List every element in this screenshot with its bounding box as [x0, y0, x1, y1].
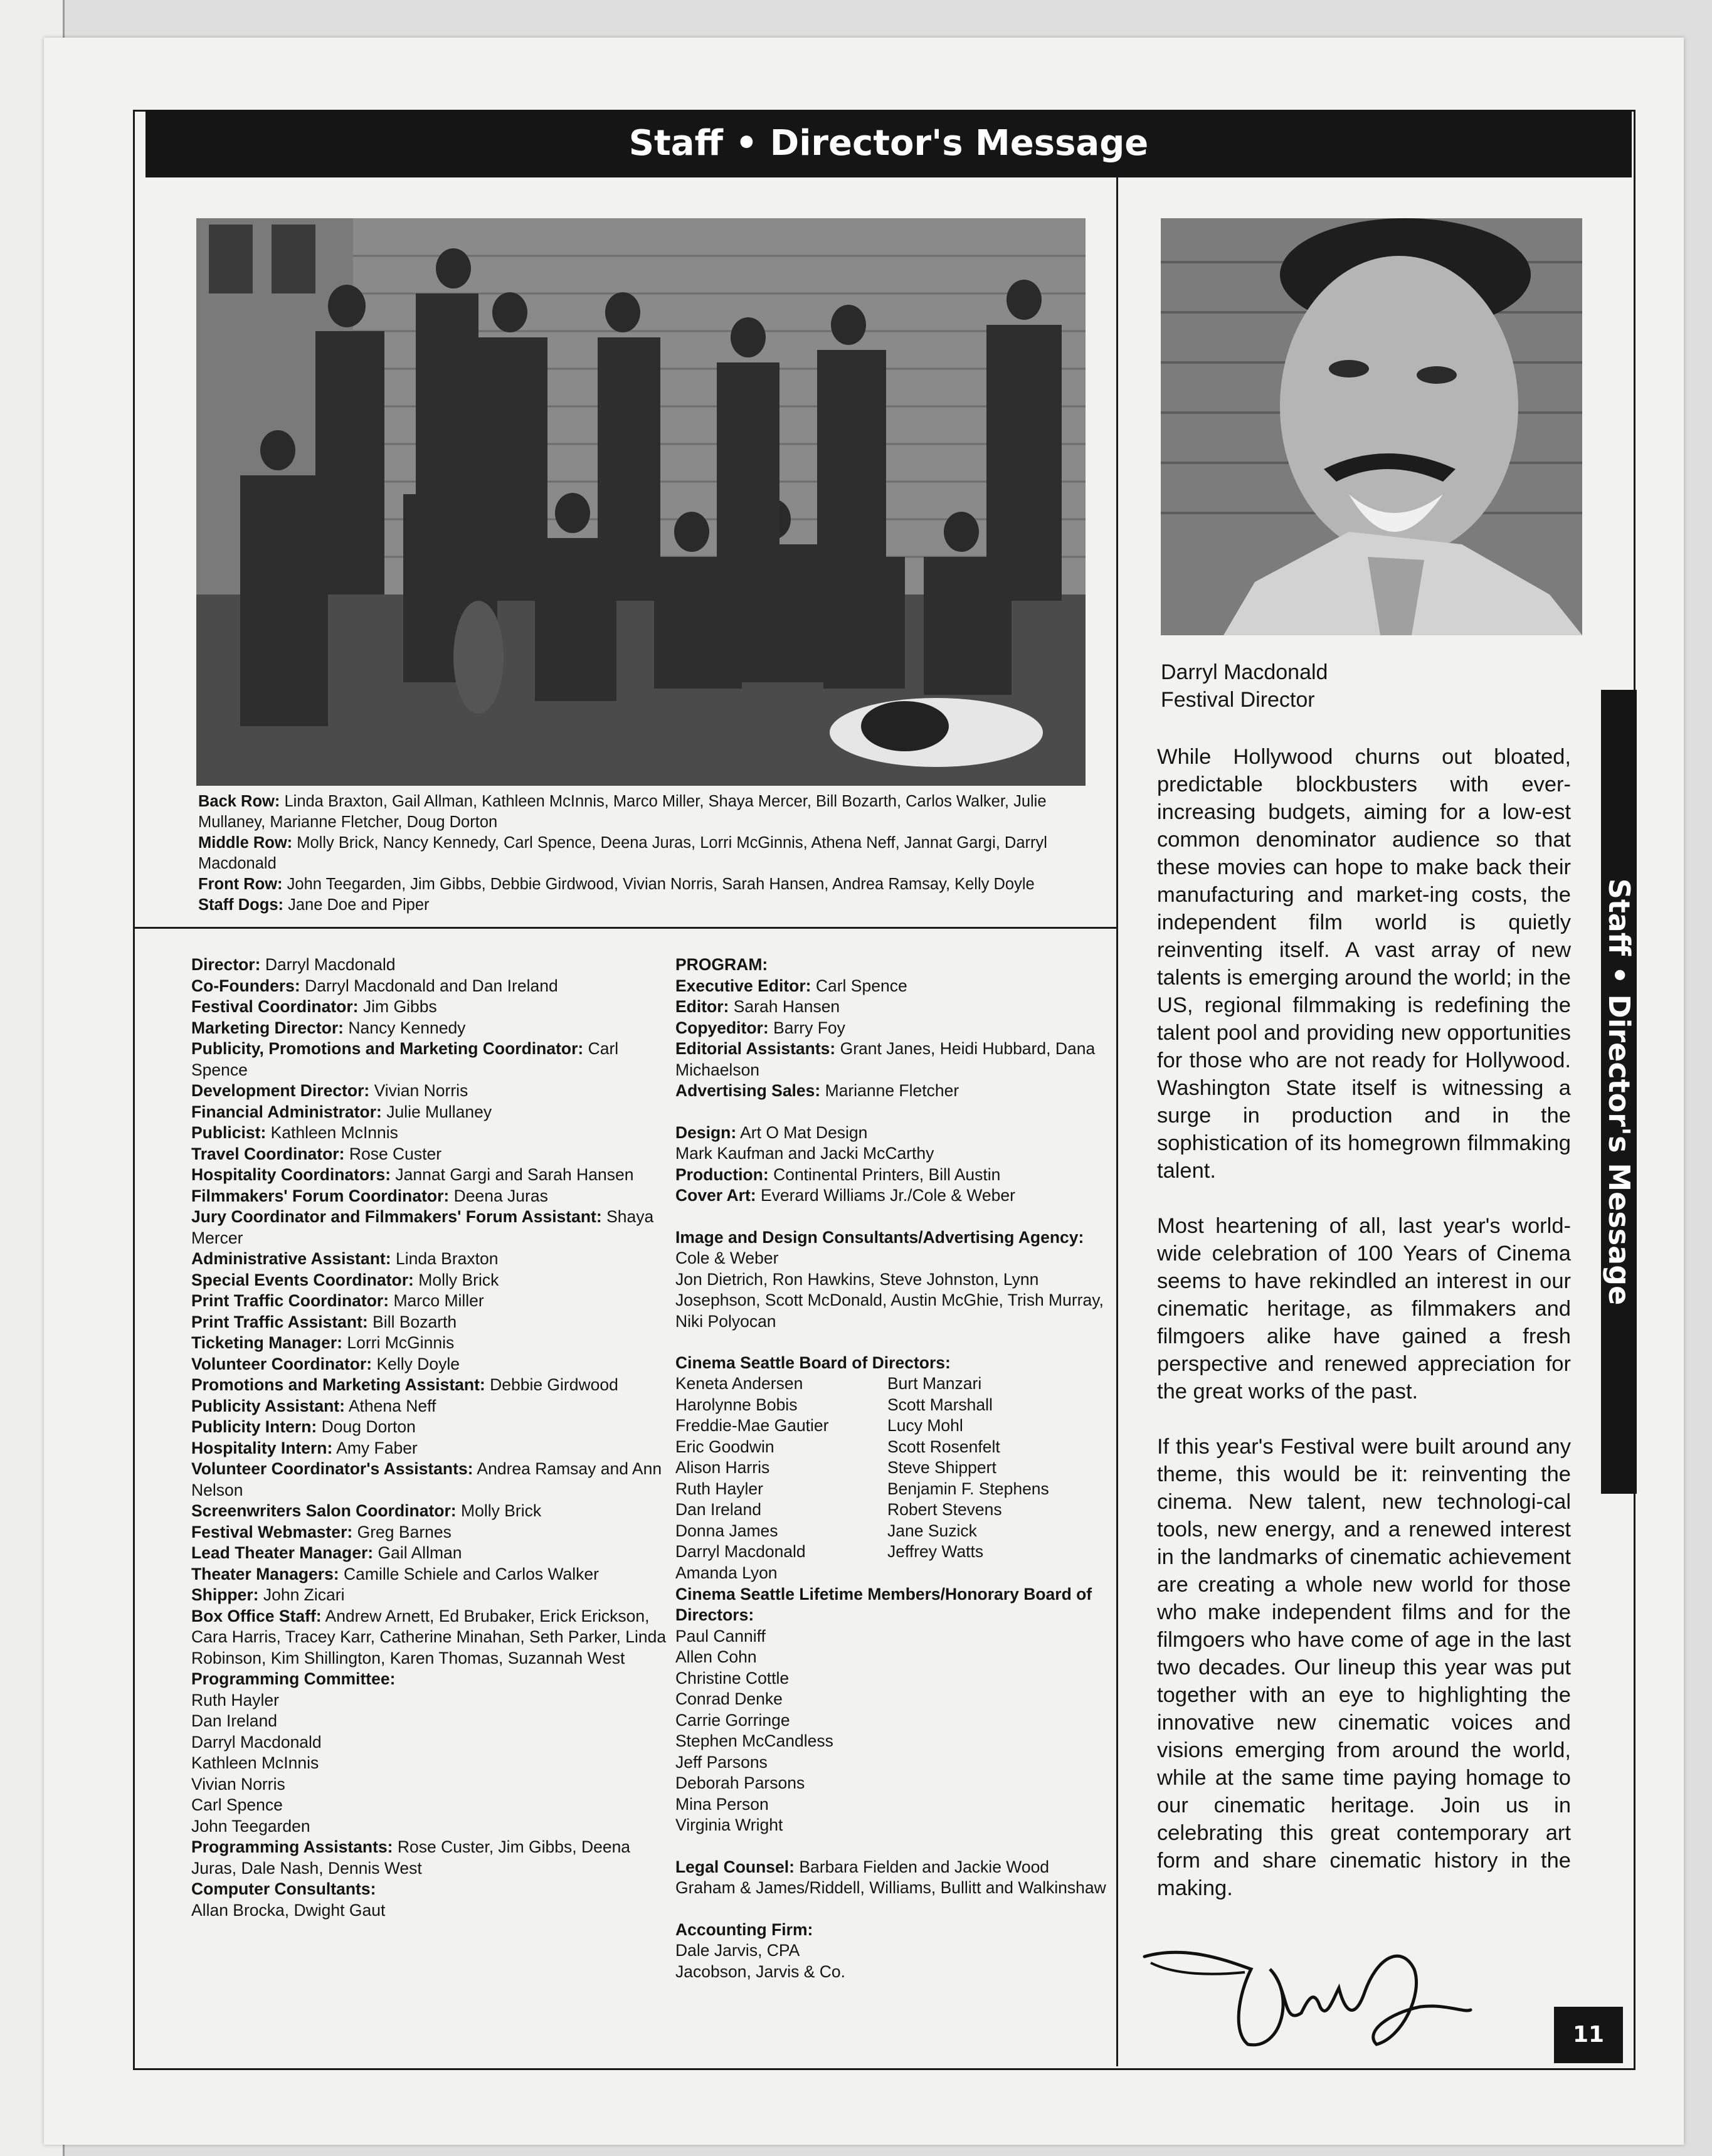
credit-role: Print Traffic Assistant:: [191, 1312, 368, 1331]
board-member: Jane Suzick: [887, 1521, 977, 1540]
message-paragraph: While Hollywood churns out bloated, predictable blockbusters with ever-increasing budgets, aiming for a low-est common denominator audience so that these movies can hope to make back their manufacturing and market-ing costs, the independent film world is quietly reinventing itself. A vast array of new talents is emerging around the world; in the US, regional filmmaking is redefining the talent pool and providing new opportunities for those who are not ready for Hollywood. Washington State itself is witnessing a surge in production and in the sophistication of its homegrown filmmaking talent.: [1157, 745, 1571, 1183]
credit-line: [191, 1711, 668, 1732]
credit-names: Barbara Fielden and Jackie Wood: [799, 1857, 1050, 1876]
board-member: Steve Shippert: [887, 1458, 996, 1477]
credit-names: Art O Mat Design: [740, 1123, 868, 1142]
board-member: Burt Manzari: [887, 1374, 982, 1393]
credit-names: Carl Spence: [815, 976, 907, 995]
credit-names: Ruth Hayler: [191, 1690, 279, 1709]
board-member: Dan Ireland: [675, 1500, 762, 1519]
caption-names: Molly Brick, Nancy Kennedy, Carl Spence, Deena Juras, Lorri McGinnis, Athena Neff, Jannat Gargi, Darryl Macdonald: [198, 834, 1047, 872]
credit-names: Deena Juras: [453, 1186, 548, 1205]
credit-role: Design:: [675, 1123, 737, 1142]
credit-role: Publicity Assistant:: [191, 1396, 345, 1415]
staff-credits-left: [191, 954, 668, 1921]
credit-role: Cinema Seattle Lifetime Members/Honorary Board of Directors:: [675, 1584, 1092, 1624]
credit-line: [675, 1332, 1114, 1353]
credit-names: Molly Brick: [461, 1501, 542, 1520]
credit-role: Ticketing Manager:: [191, 1333, 343, 1352]
credit-role: Special Events Coordinator:: [191, 1270, 414, 1289]
credit-line: [675, 1920, 1114, 1941]
credit-names: Greg Barnes: [357, 1522, 452, 1541]
credit-names: Kelly Doyle: [376, 1354, 460, 1373]
credit-line: [675, 954, 1114, 976]
credit-names: Amy Faber: [336, 1438, 418, 1457]
credit-names: Jim Gibbs: [362, 997, 437, 1016]
credit-line: [191, 1417, 668, 1438]
credit-names: Kathleen McInnis: [191, 1753, 319, 1772]
message-paragraph: If this year's Festival were built around any theme, this would be it: reinventing the cinema. New talent, new technologi-cal tools, new energy, and a renewed interest in the landmarks of cinematic achievement are creating a whole new world for those who make independent films and for the filmgoers who have come of age in the last two decades. Our lineup this year was put together with an eye to highlighting the innovative new cinematic voices and visions emerging from around the world, while at the same time paying homage to our cinematic heritage. Join us in celebrating this great contemporary art form and share cinematic history in the making.: [1157, 1435, 1571, 1900]
board-member: Harolynne Bobis: [675, 1395, 798, 1414]
board-member: Eric Goodwin: [675, 1437, 774, 1456]
message-paragraph: Most heartening of all, last year's world-wide celebration of 100 Years of Cinema seems to have rekindled an interest in our cinematic heritage, as filmmakers and filmgoers alike have gained a fresh perspective and renewed appreciation for the great works of the past.: [1157, 1214, 1571, 1403]
credit-names: Molly Brick: [418, 1270, 499, 1289]
credit-line: [675, 1857, 1114, 1878]
credit-names: Carl Spence: [191, 1039, 619, 1079]
credit-line: [191, 1081, 668, 1102]
credit-role: Festival Coordinator:: [191, 997, 359, 1016]
director-title: Festival Director: [1161, 688, 1315, 712]
credit-line: [675, 1185, 1114, 1207]
credit-role: Hospitality Coordinators:: [191, 1165, 391, 1184]
caption-label: Back Row:: [198, 793, 280, 810]
credit-line: [191, 1291, 668, 1312]
credit-names: Allen Cohn: [675, 1647, 757, 1666]
board-member: Jeffrey Watts: [887, 1542, 984, 1561]
board-member: Scott Marshall: [887, 1395, 993, 1414]
credit-names: Athena Neff: [348, 1396, 436, 1415]
credit-names: Mina Person: [675, 1794, 769, 1814]
credit-role: Editorial Assistants:: [675, 1039, 836, 1058]
credit-line: [675, 1227, 1114, 1269]
credit-names: Shaya Mercer: [191, 1207, 654, 1247]
credit-line: [675, 1038, 1114, 1081]
credit-line: [675, 976, 1114, 997]
credit-line: [675, 996, 1114, 1018]
credit-line: [191, 1837, 668, 1879]
caption-staff-dogs: [198, 895, 1089, 916]
caption-back-row: [198, 791, 1089, 833]
director-name: Darryl Macdonald: [1161, 660, 1328, 684]
credit-role: Computer Consultants:: [191, 1879, 376, 1898]
credit-names: Allan Brocka, Dwight Gaut: [191, 1900, 386, 1920]
caption-names: Jane Doe and Piper: [288, 896, 430, 914]
credit-names: Jon Dietrich, Ron Hawkins, Steve Johnston, Lynn Josephson, Scott McDonald, Austin McGhie, Trish Murray, Niki Polyocan: [675, 1269, 1104, 1331]
credit-line: [675, 1773, 1114, 1794]
director-portrait-photo: [1161, 218, 1582, 635]
credit-names: Stephen McCandless: [675, 1731, 833, 1750]
board-member: Scott Rosenfelt: [887, 1437, 1000, 1456]
credit-line: [191, 1018, 668, 1039]
credit-line: [675, 1102, 1114, 1123]
credit-line: [191, 1501, 668, 1522]
credit-names: Andrea Ramsay and Ann Nelson: [191, 1459, 662, 1499]
credit-line: [191, 1459, 668, 1501]
credit-line: [675, 1584, 1114, 1626]
board-member: Darryl Macdonald: [675, 1542, 806, 1561]
credit-names: Grant Janes, Heidi Hubbard, Dana Michaelson: [675, 1039, 1096, 1079]
credit-line: [191, 1270, 668, 1291]
credit-names: Camille Schiele and Carlos Walker: [344, 1564, 599, 1583]
credit-line: [191, 1774, 668, 1795]
credit-role: Festival Webmaster:: [191, 1522, 353, 1541]
credit-role: Theater Managers:: [191, 1564, 339, 1583]
credit-role: Copyeditor:: [675, 1018, 769, 1037]
lifetime-members-credits: [675, 1584, 1114, 1983]
credit-line: [191, 1333, 668, 1354]
credit-line: [191, 1816, 668, 1837]
staff-group-photo-art: [196, 218, 1086, 786]
credit-line: [191, 1606, 668, 1669]
credit-names: Everard Williams Jr./Cole & Weber: [760, 1186, 1015, 1205]
credit-names: Graham & James/Riddell, Williams, Bullitt and Walkinshaw: [675, 1878, 1106, 1897]
credit-line: [191, 1690, 668, 1711]
credit-line: [675, 1940, 1114, 1962]
credit-names: Deborah Parsons: [675, 1773, 805, 1792]
credit-role: Financial Administrator:: [191, 1102, 382, 1121]
credit-names: Virginia Wright: [675, 1815, 783, 1834]
board-member: Amanda Lyon: [675, 1563, 778, 1582]
credit-names: Dale Jarvis, CPA: [675, 1941, 800, 1960]
side-tab-label: Staff • Director's Message: [1602, 878, 1636, 1306]
caption-front-row: [198, 874, 1089, 895]
credit-role: Editor:: [675, 997, 729, 1016]
board-member: Donna James: [675, 1521, 778, 1540]
credit-line: [191, 1249, 668, 1270]
credit-names: Vivian Norris: [374, 1081, 468, 1100]
credit-role: Volunteer Coordinator's Assistants:: [191, 1459, 473, 1478]
board-member: Keneta Andersen: [675, 1374, 803, 1393]
credit-names: Christine Cottle: [675, 1668, 790, 1688]
credit-line: [191, 996, 668, 1018]
credit-names: Darryl Macdonald: [191, 1732, 322, 1752]
director-signature: [1138, 1919, 1477, 2063]
credit-role: Executive Editor:: [675, 976, 811, 995]
credit-line: [191, 1312, 668, 1333]
caption-label: Front Row:: [198, 875, 283, 893]
credit-line: [191, 1186, 668, 1207]
credit-role: Marketing Director:: [191, 1018, 344, 1037]
credit-line: [675, 1710, 1114, 1731]
page-number: 11: [1554, 2007, 1623, 2063]
credit-line: [191, 1732, 668, 1753]
side-section-tab: [1601, 690, 1637, 1494]
credit-line: [191, 1438, 668, 1459]
caption-names: John Teegarden, Jim Gibbs, Debbie Girdwood, Vivian Norris, Sarah Hansen, Andrea Ramsay, Kelly Doyle: [287, 875, 1035, 893]
credit-names: Marianne Fletcher: [825, 1081, 959, 1100]
credit-role: Programming Assistants:: [191, 1837, 393, 1856]
credit-line: [675, 1668, 1114, 1689]
credit-names: John Teegarden: [191, 1816, 310, 1836]
credit-line: [191, 1795, 668, 1816]
credit-names: Nancy Kennedy: [348, 1018, 466, 1037]
credit-role: Production:: [675, 1165, 769, 1184]
staff-group-photo: [196, 218, 1086, 786]
board-member: Robert Stevens: [887, 1500, 1002, 1519]
credit-names: Conrad Denke: [675, 1689, 783, 1708]
credit-names: Vivian Norris: [191, 1774, 285, 1794]
credit-line: [675, 1752, 1114, 1773]
credit-names: Marco Miller: [393, 1291, 484, 1310]
credit-role: Cover Art:: [675, 1186, 756, 1205]
credit-role: Advertising Sales:: [675, 1081, 821, 1100]
credit-line: [675, 1899, 1114, 1920]
credit-names: Jeff Parsons: [675, 1752, 768, 1772]
credit-line: [191, 1123, 668, 1144]
board-member: Alison Harris: [675, 1458, 770, 1477]
credit-line: [191, 1144, 668, 1165]
credit-role: Box Office Staff:: [191, 1606, 322, 1625]
board-list-a: [675, 1373, 889, 1583]
section-divider: [133, 927, 1116, 929]
credit-line: [191, 1522, 668, 1543]
credit-line: [675, 1018, 1114, 1039]
credit-role: Director:: [191, 955, 261, 974]
credit-names: Gail Allman: [378, 1543, 462, 1562]
caption-label: Staff Dogs:: [198, 896, 283, 914]
credit-line: [675, 1836, 1114, 1857]
credit-role: Cinema Seattle Board of Directors:: [675, 1353, 951, 1372]
credit-line: [675, 1626, 1114, 1647]
board-member: Ruth Hayler: [675, 1479, 763, 1498]
credit-names: Debbie Girdwood: [490, 1375, 618, 1394]
credit-line: [191, 1102, 668, 1123]
credit-role: Programming Committee:: [191, 1669, 396, 1688]
credit-line: [191, 1165, 668, 1186]
credit-names: Lorri McGinnis: [347, 1333, 455, 1352]
credit-names: Sarah Hansen: [733, 997, 840, 1016]
credit-line: [675, 1123, 1114, 1144]
credit-role: Administrative Assistant:: [191, 1249, 391, 1268]
credit-names: Linda Braxton: [395, 1249, 499, 1268]
director-portrait-art: [1161, 218, 1582, 635]
caption-middle-row: [198, 833, 1089, 874]
credit-role: Publicist:: [191, 1123, 267, 1142]
program-credits: [675, 954, 1114, 1374]
credit-role: Hospitality Intern:: [191, 1438, 333, 1457]
credit-role: Jury Coordinator and Filmmakers' Forum Assistant:: [191, 1207, 602, 1226]
credit-line: [191, 976, 668, 997]
credit-names: Darryl Macdonald: [265, 955, 396, 974]
credit-names: Paul Canniff: [675, 1626, 766, 1646]
credit-line: [191, 1879, 668, 1900]
credit-line: [191, 954, 668, 976]
credit-role: Screenwriters Salon Coordinator:: [191, 1501, 457, 1520]
caption-names: Linda Braxton, Gail Allman, Kathleen McInnis, Marco Miller, Shaya Mercer, Bill Bozarth, Carlos Walker, Julie Mullaney, Marianne Fletcher, Doug Dorton: [198, 793, 1047, 831]
board-member: Benjamin F. Stephens: [887, 1479, 1049, 1498]
credit-names: Kathleen McInnis: [270, 1123, 398, 1142]
credit-line: [675, 1647, 1114, 1668]
credit-names: John Zicari: [263, 1585, 345, 1604]
credit-role: Print Traffic Coordinator:: [191, 1291, 389, 1310]
credit-names: Rose Custer, Jim Gibbs, Deena Juras, Dale Nash, Dennis West: [191, 1837, 631, 1878]
credit-line: [675, 1962, 1114, 1983]
credit-line: [675, 1878, 1114, 1899]
credit-names: Dan Ireland: [191, 1711, 278, 1730]
credit-names: Julie Mullaney: [386, 1102, 492, 1121]
credit-role: Publicity, Promotions and Marketing Coordinator:: [191, 1039, 584, 1058]
credit-role: Co-Founders:: [191, 976, 300, 995]
credit-names: Mark Kaufman and Jacki McCarthy: [675, 1144, 934, 1163]
credit-line: [191, 1564, 668, 1585]
credit-line: [675, 1143, 1114, 1165]
credit-names: Darryl Macdonald and Dan Ireland: [305, 976, 558, 995]
credit-line: [675, 1081, 1114, 1102]
credit-role: Image and Design Consultants/Advertising Agency:: [675, 1227, 1084, 1247]
credit-names: Barry Foy: [773, 1018, 845, 1037]
credit-line: [191, 1900, 668, 1921]
credit-line: [191, 1669, 668, 1690]
credit-role: Filmmakers' Forum Coordinator:: [191, 1186, 450, 1205]
credit-role: Promotions and Marketing Assistant:: [191, 1375, 485, 1394]
credit-names: Cole & Weber: [675, 1249, 779, 1267]
credit-role: Development Director:: [191, 1081, 370, 1100]
credit-role: PROGRAM:: [675, 955, 768, 974]
credit-names: Carl Spence: [191, 1795, 283, 1814]
credit-line: [675, 1353, 1114, 1374]
credit-names: Andrew Arnett, Ed Brubaker, Erick Erickson, Cara Harris, Tracey Karr, Catherine Minahan, Seth Parker, Linda Robinson, Kim Shillington, Karen Thomas, Suzannah West: [191, 1606, 667, 1667]
credit-line: [675, 1794, 1114, 1815]
credit-role: Travel Coordinator:: [191, 1144, 345, 1163]
credit-line: [191, 1207, 668, 1249]
credit-line: [675, 1165, 1114, 1186]
credit-line: [675, 1269, 1114, 1333]
photo-caption: [198, 791, 1089, 916]
credit-names: Bill Bozarth: [373, 1312, 457, 1331]
credit-role: Lead Theater Manager:: [191, 1543, 374, 1562]
credit-line: [191, 1585, 668, 1606]
credit-line: [675, 1207, 1114, 1227]
directors-message: [1157, 743, 1571, 1930]
caption-label: Middle Row:: [198, 834, 293, 852]
credit-line: [675, 1731, 1114, 1752]
credit-names: Jannat Gargi and Sarah Hansen: [395, 1165, 634, 1184]
credit-names: Rose Custer: [349, 1144, 442, 1163]
board-member: Freddie-Mae Gautier: [675, 1416, 829, 1435]
credit-line: [675, 1815, 1114, 1836]
board-member: Lucy Mohl: [887, 1416, 963, 1435]
credit-line: [191, 1543, 668, 1564]
board-list-b: [887, 1373, 1113, 1563]
credit-line: [191, 1038, 668, 1081]
credit-names: Continental Printers, Bill Austin: [773, 1165, 1001, 1184]
credit-line: [191, 1354, 668, 1375]
credit-names: Carrie Gorringe: [675, 1710, 790, 1730]
credit-role: Publicity Intern:: [191, 1417, 317, 1436]
credit-role: Legal Counsel:: [675, 1857, 795, 1876]
page-title: Staff • Director's Message: [145, 110, 1632, 177]
credit-names: Jacobson, Jarvis & Co.: [675, 1962, 846, 1981]
credit-role: Volunteer Coordinator:: [191, 1354, 373, 1373]
column-divider: [1116, 177, 1118, 2066]
credit-line: [675, 1689, 1114, 1710]
credit-names: Doug Dorton: [321, 1417, 416, 1436]
credit-line: [191, 1396, 668, 1417]
credit-role: Shipper:: [191, 1585, 259, 1604]
credit-line: [191, 1375, 668, 1396]
credit-line: [191, 1753, 668, 1774]
director-caption: [1161, 658, 1328, 714]
credit-role: Accounting Firm:: [675, 1920, 813, 1939]
